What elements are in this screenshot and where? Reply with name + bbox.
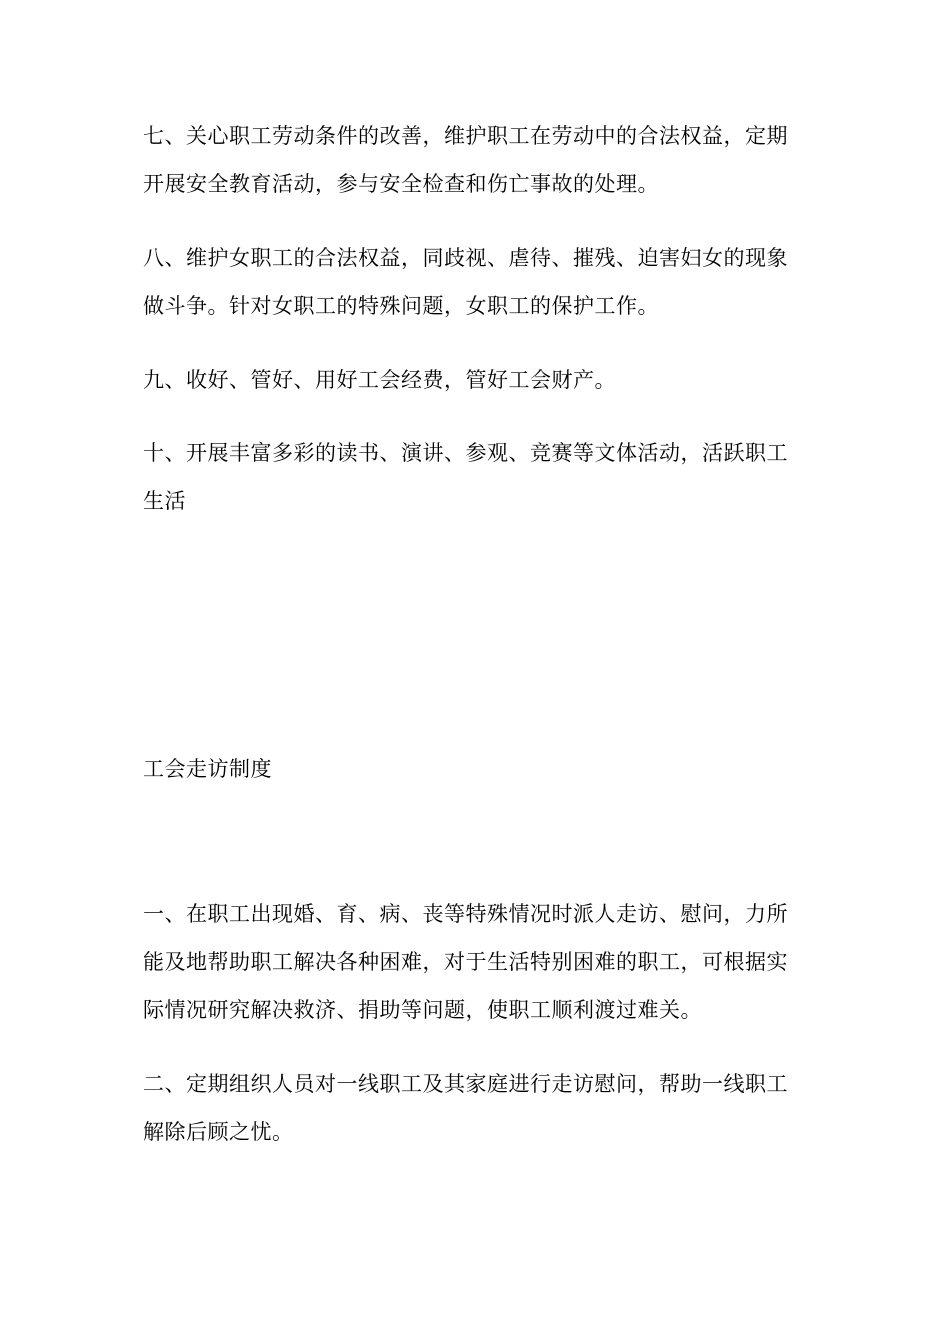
clause-7-line-1: 七、关心职工劳动条件的改善，维护职工在劳动中的合法权益，定期: [143, 124, 788, 148]
clause-10: [143, 429, 813, 525]
visit-clause-2: [143, 1060, 813, 1156]
visit-clause-1: [143, 890, 813, 1034]
visit-clause-1-line-3: 际情况研究解决救济、捐助等问题，使职工顺利渡过难关。: [143, 998, 702, 1022]
visit-clause-1-line-1: 一、在职工出现婚、育、病、丧等特殊情况时派人走访、慰问，力所: [143, 902, 788, 926]
visit-clause-2-line-1: 二、定期组织人员对一线职工及其家庭进行走访慰问，帮助一线职工: [143, 1072, 788, 1096]
clause-7-line-2: 开展安全教育活动，参与安全检查和伤亡事故的处理。: [143, 172, 659, 196]
clause-7: [143, 112, 813, 208]
clause-8: [143, 234, 813, 330]
clause-9: [143, 356, 813, 404]
clause-9-line-1: 九、收好、管好、用好工会经费，管好工会财产。: [143, 368, 616, 392]
clause-10-line-1: 十、开展丰富多彩的读书、演讲、参观、竞赛等文体活动，活跃职工: [143, 441, 788, 465]
clause-8-line-1: 八、维护女职工的合法权益，同歧视、虐待、摧残、迫害妇女的现象: [143, 246, 788, 270]
clause-10-line-2: 生活: [143, 489, 186, 513]
visit-clause-1-line-2: 能及地帮助职工解决各种困难，对于生活特别困难的职工，可根据实: [143, 950, 788, 974]
section-title: 工会走访制度: [143, 757, 272, 781]
clause-8-line-2: 做斗争。针对女职工的特殊问题，女职工的保护工作。: [143, 294, 659, 318]
visit-clause-2-line-2: 解除后顾之忧。: [143, 1120, 294, 1144]
